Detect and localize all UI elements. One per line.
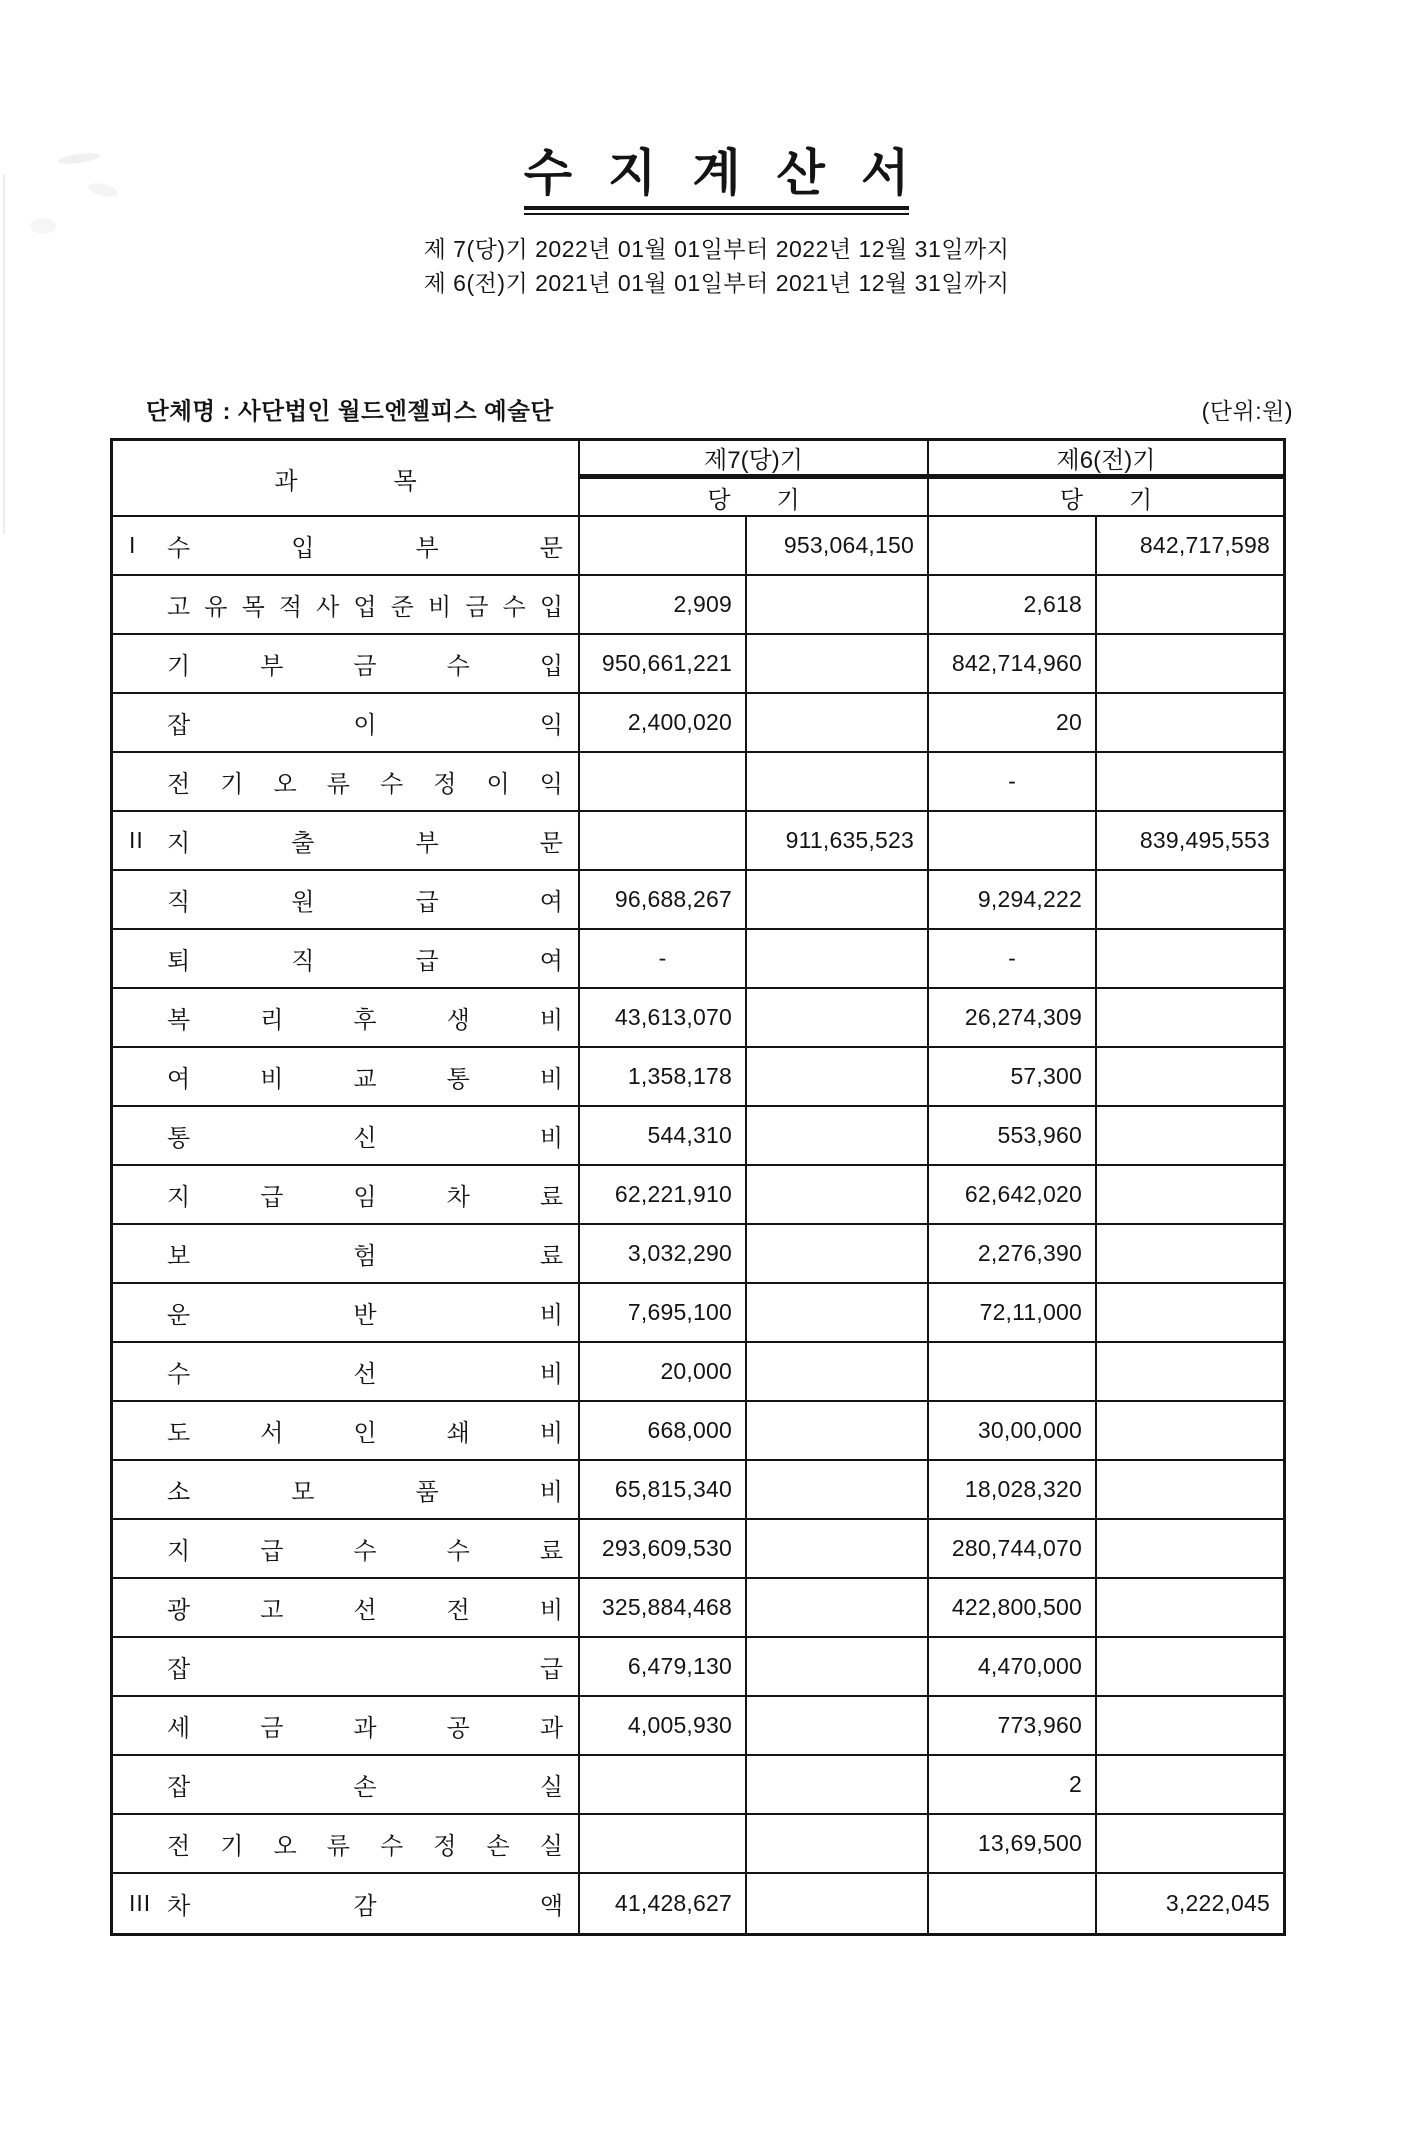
p7-detail-cell: 65,815,340 — [580, 1461, 747, 1518]
header-sub7: 당 기 — [580, 479, 929, 515]
p6-total-cell: 839,495,553 — [1139, 827, 1270, 853]
p6-detail-cell: 30,00,000 — [929, 1402, 1097, 1459]
table-body — [113, 517, 1283, 1933]
table-row — [113, 517, 1283, 576]
p6-total-cell — [1097, 1166, 1283, 1223]
org-row — [146, 392, 1293, 426]
p6-detail-cell — [929, 517, 1097, 574]
period-line-current: 제 7(당)기 2022년 01월 01일부터 2022년 12월 31일까지 — [423, 236, 1010, 262]
account-name-cell — [113, 1461, 580, 1518]
header-account-col — [113, 441, 580, 515]
account-name-cell — [113, 1402, 580, 1459]
p7-detail-cell: 41,428,627 — [580, 1874, 747, 1933]
table-row — [113, 1638, 1283, 1697]
table-header — [113, 441, 1283, 517]
p6-total-cell: 842,717,598 — [1139, 532, 1270, 558]
row-account-name: 지 출 부 문 — [167, 830, 563, 857]
p7-total-cell — [747, 694, 929, 751]
header-sub6: 당 기 — [1059, 486, 1153, 514]
p6-detail-cell: 72,11,000 — [929, 1284, 1097, 1341]
p6-total-cell — [1097, 1697, 1283, 1754]
p7-detail-cell: 2,909 — [580, 576, 747, 633]
p6-detail-cell — [929, 1343, 1097, 1400]
p7-detail-cell — [580, 517, 747, 574]
row-account-name: 세 금 과 공 과 — [167, 1715, 563, 1742]
unit-label: (단위:원) — [1201, 398, 1293, 424]
p7-total-cell — [747, 1638, 929, 1695]
row-account-name: 복 리 후 생 비 — [167, 1007, 563, 1034]
table-row — [113, 635, 1283, 694]
p7-detail-cell: - — [580, 930, 747, 987]
p6-total-cell — [1097, 871, 1283, 928]
row-account-name: 잡 이 익 — [167, 712, 563, 739]
account-name-cell — [113, 1874, 580, 1933]
income-expenditure-table — [110, 438, 1286, 1936]
table-row — [113, 1107, 1283, 1166]
table-row — [113, 1756, 1283, 1815]
p6-total-cell — [1097, 1520, 1283, 1577]
table-row — [113, 1225, 1283, 1284]
p6-total-cell — [1097, 1638, 1283, 1695]
p6-detail-cell: 2,276,390 — [929, 1225, 1097, 1282]
p6-detail-cell: 62,642,020 — [929, 1166, 1097, 1223]
table-row — [113, 1402, 1283, 1461]
p7-total-cell — [747, 753, 929, 810]
account-name-cell — [113, 1638, 580, 1695]
p7-detail-cell: 325,884,468 — [580, 1579, 747, 1636]
table-row — [113, 930, 1283, 989]
account-name-cell — [113, 871, 580, 928]
p7-detail-cell: 43,613,070 — [580, 989, 747, 1046]
p6-total-cell — [1097, 1815, 1283, 1872]
table-row — [113, 1461, 1283, 1520]
account-name-cell — [113, 812, 580, 869]
header-subperiod-row — [580, 479, 1283, 515]
p6-detail-cell: 280,744,070 — [929, 1520, 1097, 1577]
p6-detail-cell: 57,300 — [929, 1048, 1097, 1105]
p6-detail-cell: 18,028,320 — [929, 1461, 1097, 1518]
p6-total-cell — [1097, 1048, 1283, 1105]
p7-total-cell — [747, 1815, 929, 1872]
p7-detail-cell: 950,661,221 — [580, 635, 747, 692]
p6-total-cell — [1097, 989, 1283, 1046]
account-name-cell — [113, 753, 580, 810]
p7-total-cell — [747, 1107, 929, 1164]
p6-total-cell — [1097, 1107, 1283, 1164]
account-name-cell — [113, 635, 580, 692]
row-account-name: 잡 급 — [167, 1656, 563, 1683]
p7-detail-cell — [580, 753, 747, 810]
p6-detail-cell — [929, 1874, 1097, 1933]
p7-detail-cell: 96,688,267 — [580, 871, 747, 928]
table-row — [113, 1284, 1283, 1343]
title-underline-thick — [524, 206, 910, 210]
table-row — [113, 1579, 1283, 1638]
title-block — [518, 146, 916, 215]
p6-total-cell — [1097, 694, 1283, 751]
row-account-name: 지 급 수 수 료 — [167, 1538, 563, 1565]
account-name-cell — [113, 1107, 580, 1164]
table-row — [113, 1815, 1283, 1874]
row-account-name: 운 반 비 — [167, 1302, 563, 1329]
p7-total-cell — [747, 1343, 929, 1400]
p7-total-cell — [747, 989, 929, 1046]
table-row — [113, 576, 1283, 635]
p7-detail-cell: 293,609,530 — [580, 1520, 747, 1577]
p7-total-cell — [747, 1756, 929, 1813]
p6-detail-cell: 20 — [929, 694, 1097, 751]
p7-detail-cell: 6,479,130 — [580, 1638, 747, 1695]
p7-detail-cell: 3,032,290 — [580, 1225, 747, 1282]
p6-total-cell — [1097, 576, 1283, 633]
table-row — [113, 1166, 1283, 1225]
p7-total-cell — [747, 1520, 929, 1577]
p7-detail-cell: 668,000 — [580, 1402, 747, 1459]
table-row — [113, 989, 1283, 1048]
row-account-name: 광 고 선 전 비 — [167, 1597, 563, 1624]
p6-detail-cell: 26,274,309 — [929, 989, 1097, 1046]
account-name-cell — [113, 576, 580, 633]
p7-detail-cell: 2,400,020 — [580, 694, 747, 751]
p6-detail-cell: - — [929, 753, 1097, 810]
row-account-name: 지 급 임 차 료 — [167, 1184, 563, 1211]
p7-detail-cell — [580, 1815, 747, 1872]
p7-detail-cell: 4,005,930 — [580, 1697, 747, 1754]
organization-label: 단체명 : 사단법인 월드엔젤피스 예술단 — [146, 398, 554, 424]
p7-total-cell — [747, 930, 929, 987]
row-account-name: 소 모 품 비 — [167, 1479, 563, 1506]
row-account-name: 수 선 비 — [167, 1361, 563, 1388]
p6-total-cell — [1097, 1756, 1283, 1813]
account-name-cell — [113, 1343, 580, 1400]
p6-total-cell — [1097, 930, 1283, 987]
table-row — [113, 1697, 1283, 1756]
table-row — [113, 871, 1283, 930]
p7-total-cell — [747, 1225, 929, 1282]
account-name-cell — [113, 1579, 580, 1636]
p7-total-cell: 911,635,523 — [747, 812, 929, 869]
table-row — [113, 1520, 1283, 1579]
p7-total-cell: 953,064,150 — [747, 517, 929, 574]
p7-total-cell — [747, 1874, 929, 1933]
p7-total-cell — [747, 1402, 929, 1459]
table-row — [113, 1874, 1283, 1933]
p6-total-cell — [1097, 1461, 1283, 1518]
p7-total-cell — [747, 1048, 929, 1105]
p7-detail-cell: 7,695,100 — [580, 1284, 747, 1341]
p7-total-cell — [747, 871, 929, 928]
scan-edge-artifact — [3, 174, 5, 534]
scanned-document-page — [0, 146, 1405, 2133]
reporting-periods — [14, 232, 1405, 300]
account-name-cell — [113, 1756, 580, 1813]
table-row — [113, 1343, 1283, 1402]
p6-detail-cell: 2,618 — [929, 576, 1097, 633]
title-underline-thin — [524, 213, 910, 215]
p7-total-cell — [747, 1579, 929, 1636]
p6-detail-cell — [929, 812, 1097, 869]
account-name-cell — [113, 694, 580, 751]
row-account-name: 통 신 비 — [167, 1125, 563, 1152]
p6-detail-cell: 773,960 — [929, 1697, 1097, 1754]
scan-smudge — [87, 181, 119, 200]
row-account-name: 여 비 교 통 비 — [167, 1066, 563, 1093]
account-name-cell — [113, 1166, 580, 1223]
p7-detail-cell: 62,221,910 — [580, 1166, 747, 1223]
p7-total-cell — [747, 576, 929, 633]
account-name-cell — [113, 1520, 580, 1577]
row-account-name: 보 험 료 — [167, 1243, 563, 1270]
account-name-cell — [113, 1048, 580, 1105]
row-account-name: 고 유 목 적 사 업 준 비 금 수 입 — [167, 594, 563, 621]
table-row — [113, 812, 1283, 871]
page-title: 수 지 계 산 서 — [523, 145, 910, 201]
p6-total-cell — [1097, 1284, 1283, 1341]
table-row — [113, 694, 1283, 753]
row-account-name: 차 감 액 — [167, 1893, 563, 1920]
account-name-cell — [113, 930, 580, 987]
row-account-name: 도 서 인 쇄 비 — [167, 1420, 563, 1447]
header-period7: 제7(당)기 — [580, 441, 929, 474]
header-account-label: 과 목 — [274, 467, 417, 495]
p7-detail-cell — [580, 1756, 747, 1813]
row-account-name: 잡 손 실 — [167, 1774, 563, 1801]
p7-total-cell — [747, 1461, 929, 1518]
p6-detail-cell: 553,960 — [929, 1107, 1097, 1164]
p6-total-cell — [1097, 1343, 1283, 1400]
p7-detail-cell: 20,000 — [580, 1343, 747, 1400]
row-account-name: 기 부 금 수 입 — [167, 653, 563, 680]
p6-detail-cell: - — [929, 930, 1097, 987]
p6-detail-cell: 13,69,500 — [929, 1815, 1097, 1872]
table-row — [113, 1048, 1283, 1107]
p7-total-cell — [747, 635, 929, 692]
row-numeral: III — [129, 1890, 152, 1916]
p6-total-cell — [1097, 635, 1283, 692]
p7-detail-cell — [580, 812, 747, 869]
table-row — [113, 753, 1283, 812]
p6-detail-cell: 4,470,000 — [929, 1638, 1097, 1695]
row-account-name: 전 기 오 류 수 정 이 익 — [167, 771, 563, 798]
account-name-cell — [113, 1284, 580, 1341]
p7-total-cell — [747, 1166, 929, 1223]
period-line-previous: 제 6(전)기 2021년 01월 01일부터 2021년 12월 31일까지 — [423, 270, 1010, 296]
header-period6: 제6(전)기 — [1056, 447, 1156, 474]
p6-detail-cell: 842,714,960 — [929, 635, 1097, 692]
scan-smudge — [58, 151, 101, 166]
account-name-cell — [113, 517, 580, 574]
p6-total-cell — [1097, 1402, 1283, 1459]
p6-total-cell: 3,222,045 — [1165, 1890, 1270, 1916]
p6-detail-cell: 2 — [929, 1756, 1097, 1813]
row-account-name: 수 입 부 문 — [167, 535, 563, 562]
p7-detail-cell: 1,358,178 — [580, 1048, 747, 1105]
row-account-name: 퇴 직 급 여 — [167, 948, 563, 975]
p7-total-cell — [747, 1284, 929, 1341]
account-name-cell — [113, 1225, 580, 1282]
p7-detail-cell: 544,310 — [580, 1107, 747, 1164]
row-numeral: I — [129, 532, 137, 558]
header-periods-block — [580, 441, 1283, 515]
account-name-cell — [113, 1815, 580, 1872]
p6-detail-cell: 422,800,500 — [929, 1579, 1097, 1636]
p6-total-cell — [1097, 1225, 1283, 1282]
p6-detail-cell: 9,294,222 — [929, 871, 1097, 928]
row-numeral: II — [129, 827, 144, 853]
p6-total-cell — [1097, 1579, 1283, 1636]
p7-total-cell — [747, 1697, 929, 1754]
header-period-row — [580, 441, 1283, 479]
row-account-name: 직 원 급 여 — [167, 889, 563, 916]
p6-total-cell — [1097, 753, 1283, 810]
row-account-name: 전 기 오 류 수 정 손 실 — [167, 1833, 563, 1860]
account-name-cell — [113, 989, 580, 1046]
account-name-cell — [113, 1697, 580, 1754]
